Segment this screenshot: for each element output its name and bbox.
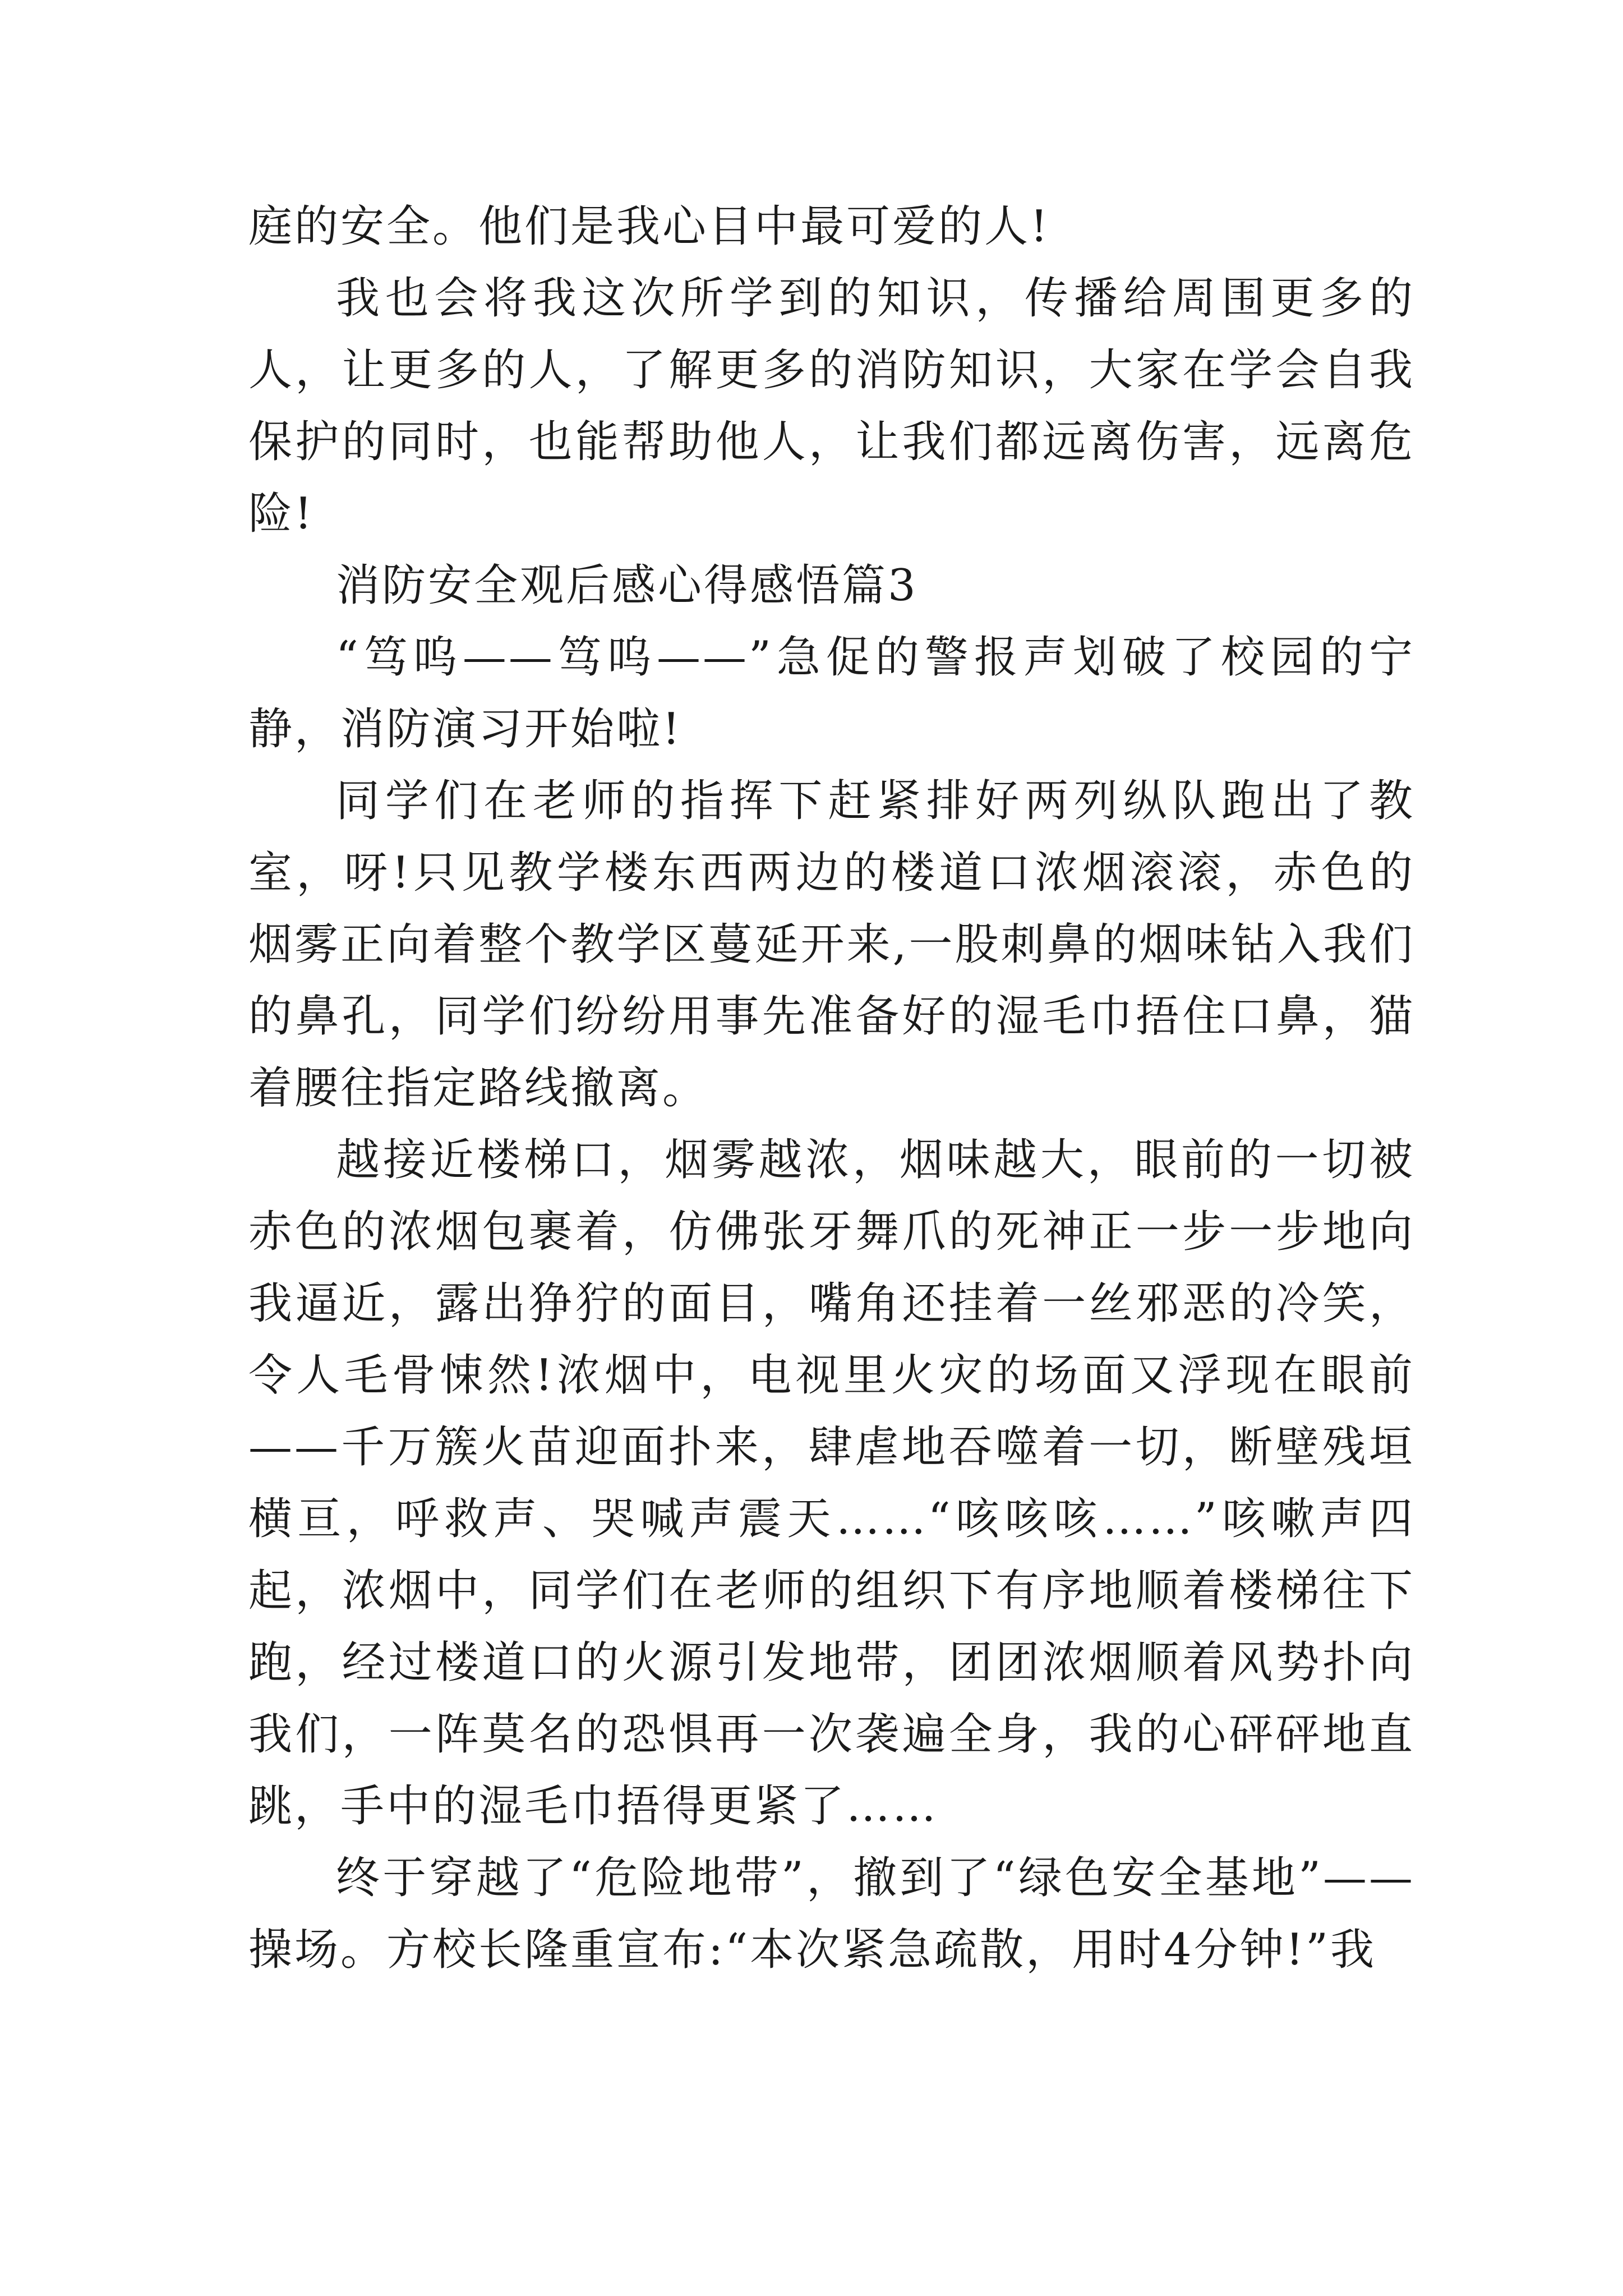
paragraph: 我也会将我这次所学到的知识，传播给周围更多的人，让更多的人，了解更多的消防知识，大家在学会自我保护的同时，也能帮助他人，让我们都远离伤害，远离危险! bbox=[248, 273, 1415, 539]
paragraph: 同学们在老师的指挥下赶紧排好两列纵队跑出了教室，呀!只见教学楼东西两边的楼道口浓烟滚滚，赤色的烟雾正向着整个教学区蔓延开来,一股刺鼻的烟味钻入我们的鼻孔，同学们纷纷用事先准备好的湿毛巾捂住口鼻，猫着腰往指定路线撤离。 bbox=[248, 776, 1415, 1114]
paragraph: 终于穿越了“危险地带”，撤到了“绿色安全基地”——操场。方校长隆重宣布:“本次紧急疏散，用时4分钟!”我 bbox=[248, 1853, 1415, 1975]
paragraph-continuation: 庭的安全。他们是我心目中最可爱的人! bbox=[248, 201, 1050, 252]
document-body bbox=[248, 191, 1415, 1986]
section-heading: 消防安全观后感心得感悟篇3 bbox=[336, 560, 918, 611]
paragraph: “笃呜——笃呜——”急促的警报声划破了校园的宁静，消防演习开始啦! bbox=[248, 632, 1415, 754]
paragraph: 越接近楼梯口，烟雾越浓，烟味越大，眼前的一切被赤色的浓烟包裹着，仿佛张牙舞爪的死神正一步一步地向我逼近，露出狰狞的面目，嘴角还挂着一丝邪恶的冷笑，令人毛骨悚然!浓烟中，电视里火灾的场面又浮现在眼前——千万簇火苗迎面扑来，肆虐地吞噬着一切，断壁残垣横亘，呼救声、哭喊声震天……“咳咳咳……”咳嗽声四起，浓烟中，同学们在老师的组织下有序地顺着楼梯往下跑，经过楼道口的火源引发地带，团团浓烟顺着风势扑向我们，一阵莫名的恐惧再一次袭遍全身，我的心砰砰地直跳，手中的湿毛巾捂得更紧了…… bbox=[248, 1135, 1415, 1832]
